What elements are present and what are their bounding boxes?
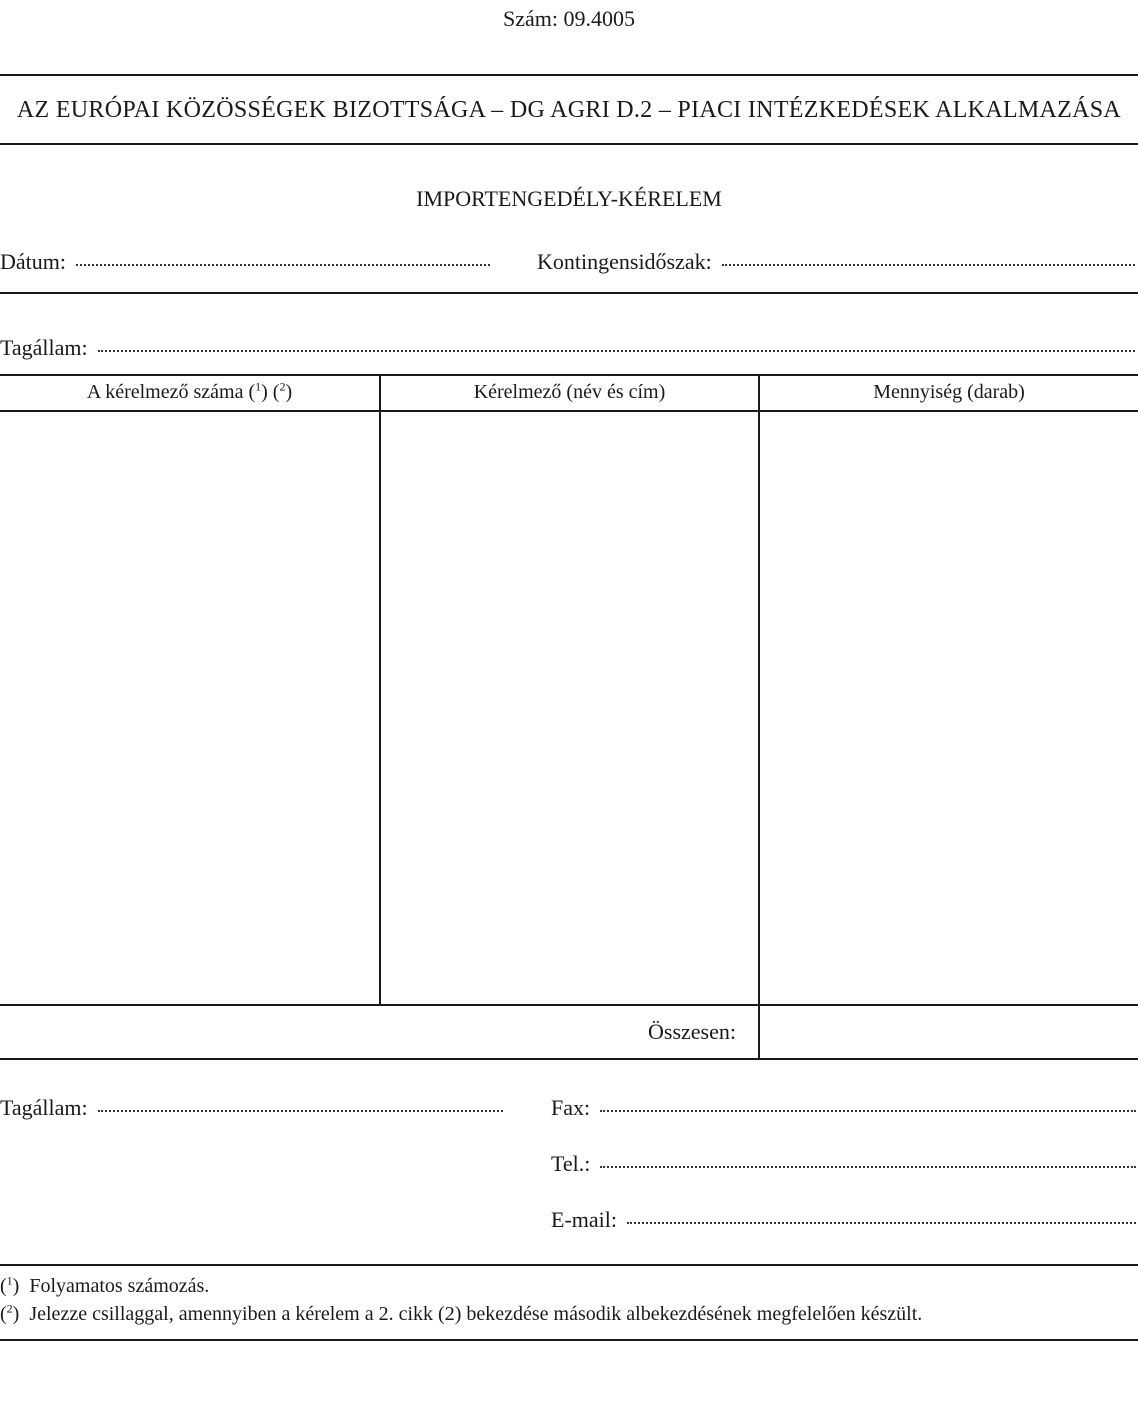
member-state-label: Tagállam: (0, 335, 88, 360)
date-field[interactable] (0, 249, 490, 275)
column-header-label: A kérelmező száma (86, 381, 244, 403)
divider (0, 1264, 1138, 1266)
authority-heading: AZ EURÓPAI KÖZÖSSÉGEK BIZOTTSÁGA – DG AGRI D.2 – PIACI INTÉZKEDÉSEK ALKALMAZÁSA (16, 97, 1122, 123)
total-quantity-cell[interactable] (760, 1006, 1138, 1058)
quota-period-dotted-line[interactable] (722, 263, 1135, 266)
footnote-text: Jelezze csillaggal, amennyiben a kérelem a 2. cikk (2) bekezdése második albekezdésének megfelelően készült. (29, 1303, 923, 1325)
tel-label: Tel.: (551, 1151, 591, 1176)
fax-label: Fax: (551, 1095, 591, 1120)
column-header-applicant: Kérelmező (név és cím) (473, 381, 666, 403)
tel-field[interactable] (551, 1151, 1136, 1177)
contact-member-state-label: Tagállam: (0, 1095, 88, 1120)
fax-dotted-line[interactable] (600, 1109, 1136, 1112)
email-label: E-mail: (551, 1207, 617, 1232)
divider (0, 74, 1138, 76)
fax-field[interactable] (551, 1095, 1136, 1121)
quota-period-field[interactable] (537, 249, 1135, 275)
column-header-quantity: Mennyiség (darab) (873, 381, 1025, 403)
divider (0, 1339, 1138, 1341)
applicant-cell[interactable] (381, 412, 758, 1004)
member-state-field[interactable] (0, 335, 1135, 361)
contact-member-state-dotted-line[interactable] (98, 1109, 503, 1112)
footnote-ref: 1 (255, 379, 262, 394)
footnote-ref: 2 (279, 379, 286, 394)
total-label: Összesen: (648, 1019, 736, 1044)
tel-dotted-line[interactable] (600, 1165, 1136, 1168)
form-title: IMPORTENGEDÉLY-KÉRELEM (416, 186, 722, 211)
member-state-dotted-line[interactable] (98, 349, 1135, 352)
quota-period-label: Kontingensidőszak: (537, 249, 712, 274)
contact-member-state-field[interactable] (0, 1095, 503, 1121)
divider (0, 143, 1138, 145)
column-header-applicant-number: A kérelmező száma ($^1$) ($^2$) (86, 379, 293, 403)
email-field[interactable] (551, 1207, 1136, 1233)
email-dotted-line[interactable] (627, 1221, 1136, 1224)
footnote: ($^1$) Folyamatos számozás. (0, 1273, 210, 1297)
table-bottom-border (0, 1058, 1138, 1060)
footnote-number: 2 (6, 1301, 13, 1316)
footnote: ($^2$) Jelezze csillaggal, amennyiben a kérelem a 2. cikk (2) bekezdése második albekezdésének megfelelően készült. (0, 1301, 923, 1325)
date-dotted-line[interactable] (76, 263, 490, 266)
applicant-number-cell[interactable] (0, 412, 379, 1004)
footnote-number: 1 (6, 1273, 13, 1288)
table-top-border (0, 374, 1138, 376)
quantity-cell[interactable] (760, 412, 1138, 1004)
date-label: Dátum: (0, 249, 66, 274)
document-number: Szám: 09.4005 (503, 6, 635, 31)
divider (0, 292, 1138, 294)
footnote-text: Folyamatos számozás. (29, 1275, 210, 1297)
